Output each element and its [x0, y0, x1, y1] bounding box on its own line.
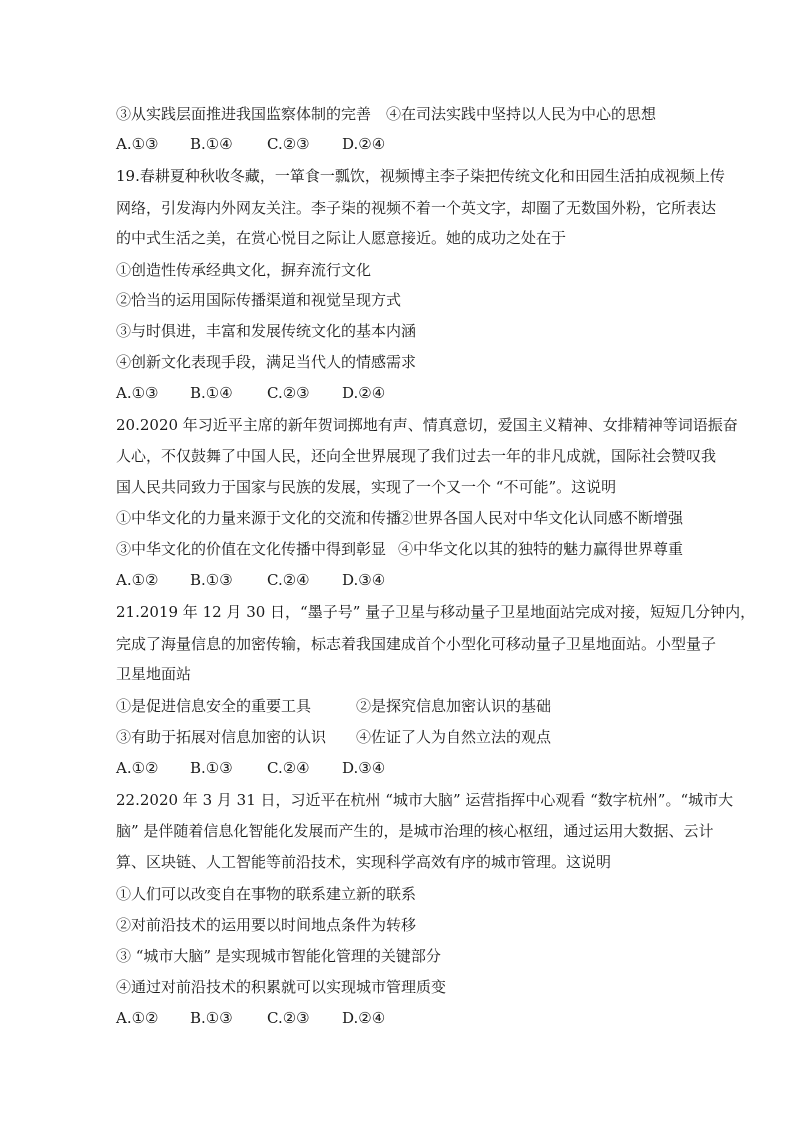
q22-option-2: ②对前沿技术的运用要以时间地点条件为转移	[116, 916, 417, 934]
q19-option-3: ③与时俱进，丰富和发展传统文化的基本内涵	[116, 322, 417, 340]
q21-options-row-1	[116, 696, 716, 716]
q19-option-4: ④创新文化表现手段，满足当代人的情感需求	[116, 353, 417, 371]
answer-a: A.①②	[116, 1009, 159, 1027]
answer-b: B.①③	[190, 571, 233, 589]
answer-c: C.②③	[267, 384, 310, 402]
q20-option-4: ④中华文化以其的独特的魅力赢得世界尊重	[398, 540, 684, 558]
q21-options-row-2	[116, 727, 716, 747]
answer-b: B.①④	[190, 135, 233, 153]
answer-a: A.①③	[116, 384, 159, 402]
q22-stem-line-3: 算、区块链、人工智能等前沿技术，实现科学高效有序的城市管理。这说明	[116, 853, 612, 871]
q22-stem-line-2: 脑” 是伴随着信息化智能化发展而产生的，是城市治理的核心枢纽，通过运用大数据、云计	[116, 822, 714, 840]
answer-d: D.②④	[342, 135, 386, 153]
answer-d: D.③④	[342, 571, 386, 589]
q20-option-1: ①中华文化的力量来源于文化的交流和传播	[116, 509, 402, 527]
q22-stem-line-1: 22.2020 年 3 月 31 日，习近平在杭州 “城市大脑” 运营指挥中心观看 “数字杭州”。“城市大	[116, 791, 734, 809]
q19-option-2: ②恰当的运用国际传播渠道和视觉呈现方式	[116, 291, 402, 309]
answer-d: D.③④	[342, 759, 386, 777]
q19-stem-line-2: 网络，引发海内外网友关注。李子柒的视频不着一个英文字，却圈了无数国外粉，它所表达	[116, 199, 717, 217]
q19-option-1: ①创造性传承经典文化，摒弃流行文化	[116, 261, 372, 279]
answer-b: B.①④	[190, 384, 233, 402]
q19-answers	[116, 383, 716, 403]
q21-answers	[116, 758, 716, 778]
answer-a: A.①③	[116, 135, 159, 153]
previous-question-option-line: ③从实践层面推进我国监察体制的完善 ④在司法实践中坚持以人民为中心的思想	[116, 105, 657, 123]
answer-a: A.①②	[116, 759, 159, 777]
q21-option-4: ④佐证了人为自然立法的观点	[356, 728, 552, 746]
q20-answers	[116, 570, 716, 590]
q21-option-3: ③有助于拓展对信息加密的认识	[116, 728, 327, 746]
q22-option-3: ③ “城市大脑” 是实现城市智能化管理的关键部分	[116, 947, 441, 965]
q21-stem-line-3: 卫星地面站	[116, 665, 192, 683]
q22-option-4: ④通过对前沿技术的积累就可以实现城市管理质变	[116, 978, 447, 996]
answer-b: B.①③	[190, 759, 233, 777]
answer-c: C.②③	[267, 135, 310, 153]
q20-options-row-1	[116, 508, 716, 528]
q20-stem-line-3: 国人民共同致力于国家与民族的发展，实现了一个又一个 “不可能”。这说明	[116, 478, 617, 496]
answer-c: C.②④	[267, 759, 310, 777]
q20-option-2: ②世界各国人民对中华文化认同感不断增强	[398, 509, 684, 527]
previous-question-answers	[116, 134, 716, 154]
q21-option-1: ①是促进信息安全的重要工具	[116, 697, 312, 715]
answer-b: B.①③	[190, 1009, 233, 1027]
answer-c: C.②③	[267, 1009, 310, 1027]
q22-option-1: ①人们可以改变自在事物的联系建立新的联系	[116, 885, 417, 903]
answer-d: D.②④	[342, 384, 386, 402]
q21-stem-line-2: 完成了海量信息的加密传输，标志着我国建成首个小型化可移动量子卫星地面站。小型量子	[116, 635, 717, 653]
q19-stem-line-3: 的中式生活之美，在赏心悦目之际让人愿意接近。她的成功之处在于	[116, 229, 567, 247]
q20-options-row-2	[116, 539, 716, 559]
q20-stem-line-1: 20.2020 年习近平主席的新年贺词掷地有声、情真意切，爱国主义精神、女排精神等词语振奋	[116, 416, 738, 434]
answer-d: D.②④	[342, 1009, 386, 1027]
answer-a: A.①②	[116, 571, 159, 589]
answer-c: C.②④	[267, 571, 310, 589]
q21-option-2: ②是探究信息加密认识的基础	[356, 697, 552, 715]
q20-stem-line-2: 人心，不仅鼓舞了中国人民，还向全世界展现了我们过去一年的非凡成就，国际社会赞叹我	[116, 447, 717, 465]
q19-stem-line-1: 19.春耕夏种秋收冬藏，一箪食一瓢饮，视频博主李子柒把传统文化和田园生活拍成视频上传	[116, 167, 725, 185]
q22-answers	[116, 1008, 716, 1028]
q20-option-3: ③中华文化的价值在文化传播中得到彰显	[116, 540, 387, 558]
q21-stem-line-1: 21.2019 年 12 月 30 日，“墨子号” 量子卫星与移动量子卫星地面站完成对接，短短几分钟内，	[116, 603, 756, 621]
